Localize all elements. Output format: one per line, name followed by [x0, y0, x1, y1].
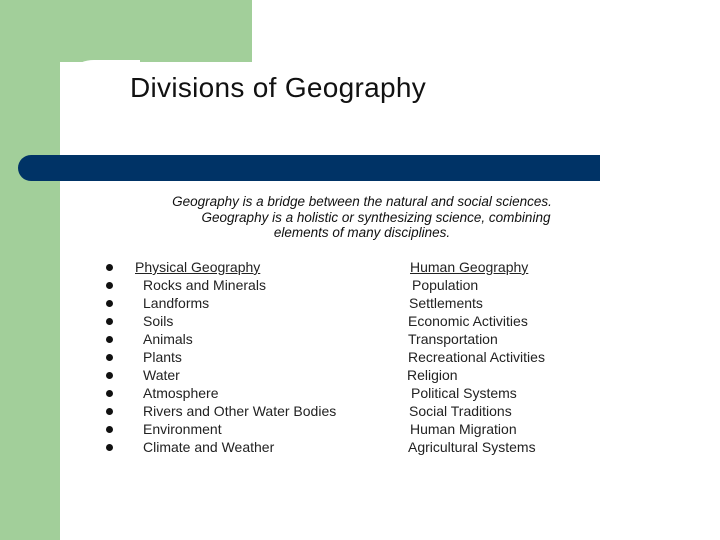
bullet-icon	[106, 336, 113, 343]
bullet-icon	[106, 282, 113, 289]
physical-geography-header: Physical Geography	[135, 259, 261, 275]
list-item	[0, 312, 720, 330]
human-item: Population	[412, 277, 479, 293]
physical-item: Water	[143, 367, 180, 383]
intro-text	[120, 194, 604, 241]
human-item: Religion	[407, 367, 458, 383]
physical-item: Plants	[143, 349, 182, 365]
slide-title: Divisions of Geography	[130, 72, 427, 103]
bullet-icon	[106, 372, 113, 379]
human-geography-header: Human Geography	[410, 259, 529, 275]
physical-item: Climate and Weather	[143, 439, 275, 455]
list-item	[0, 294, 720, 312]
divisions-list	[0, 258, 720, 456]
physical-item: Environment	[143, 421, 222, 437]
intro-line: Geography is a holistic or synthesizing science, combining	[201, 209, 551, 225]
bullet-icon	[106, 426, 113, 433]
list-item	[0, 420, 720, 438]
physical-item: Atmosphere	[143, 385, 219, 401]
list-item	[0, 330, 720, 348]
human-item: Agricultural Systems	[408, 439, 536, 455]
human-item: Human Migration	[410, 421, 517, 437]
human-item: Settlements	[409, 295, 483, 311]
list-item	[0, 402, 720, 420]
intro-line: Geography is a bridge between the natural and social sciences.	[172, 194, 552, 209]
physical-item: Animals	[143, 331, 193, 347]
physical-item: Rivers and Other Water Bodies	[143, 403, 337, 419]
human-item: Political Systems	[411, 385, 517, 401]
list-item	[0, 258, 720, 276]
bullet-icon	[106, 390, 113, 397]
bullet-icon	[106, 318, 113, 325]
bullet-icon	[106, 354, 113, 361]
list-item	[0, 366, 720, 384]
human-item: Economic Activities	[408, 313, 528, 329]
bullet-icon	[106, 264, 113, 271]
bullet-icon	[106, 444, 113, 451]
physical-item: Soils	[143, 313, 174, 329]
bullet-icon	[106, 300, 113, 307]
physical-item: Rocks and Minerals	[143, 277, 266, 293]
list-item	[0, 276, 720, 294]
content-panel-corner	[60, 60, 140, 140]
intro-line: elements of many disciplines.	[273, 225, 451, 240]
list-item	[0, 384, 720, 402]
bullet-icon	[106, 408, 113, 415]
physical-item: Landforms	[143, 295, 210, 311]
list-item	[0, 348, 720, 366]
human-item: Recreational Activities	[408, 349, 545, 365]
title-divider-bar	[18, 155, 600, 181]
list-item	[0, 438, 720, 456]
human-item: Transportation	[408, 331, 498, 347]
human-item: Social Traditions	[409, 403, 512, 419]
